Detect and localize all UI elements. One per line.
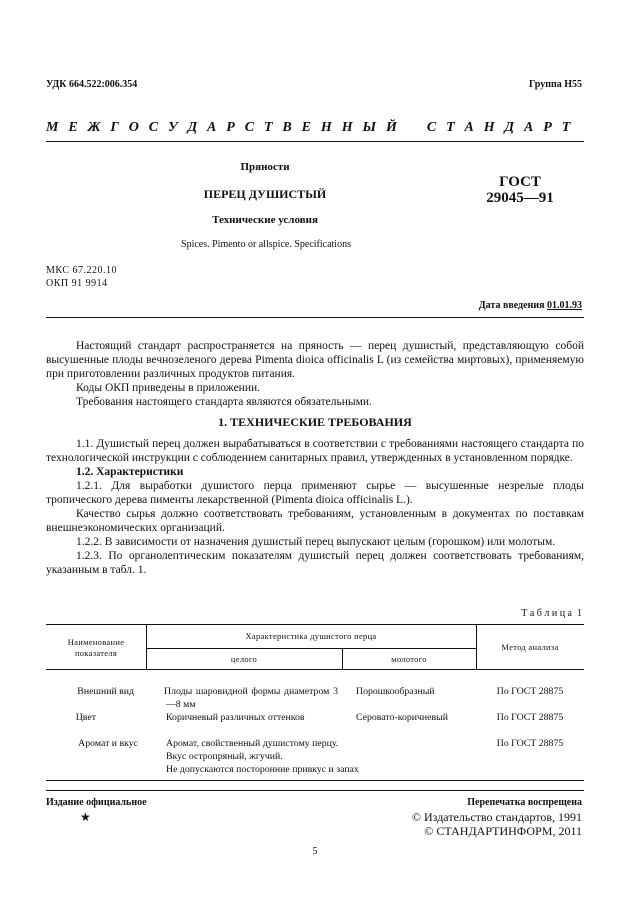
row-3-line-1: Аромат, свойственный душистому перцу. bbox=[166, 738, 339, 749]
row-3-method: По ГОСТ 28875 bbox=[496, 738, 564, 749]
section-body bbox=[46, 437, 584, 577]
page-number: 5 bbox=[312, 846, 318, 857]
clause-1-2-heading: 1.2. Характеристики bbox=[76, 466, 184, 478]
category: Пряности bbox=[240, 161, 290, 173]
intro-paragraph-1: Настоящий стандарт распространяется на пряность — перец душистый, представляющую собой высушенные плоды вечнозеленого дерева Pimenta dioica officinalis L (из семейства миртовых), применяемую при приготовлении различных продуктов питания. bbox=[46, 340, 584, 380]
table-caption: Т а б л и ц а 1 bbox=[521, 608, 582, 619]
gost-label: ГОСТ bbox=[499, 174, 541, 190]
section-heading: 1. ТЕХНИЧЕСКИЕ ТРЕБОВАНИЯ bbox=[218, 415, 412, 429]
table-header-rule bbox=[46, 669, 584, 670]
table-subheader-rule bbox=[146, 648, 476, 649]
date-label: Дата введения bbox=[478, 300, 545, 311]
group-code: Группа Н55 bbox=[529, 79, 582, 90]
header-ground: молотого bbox=[391, 654, 427, 664]
okp-code: ОКП 91 9914 bbox=[46, 278, 108, 289]
header-method: Метод анализа bbox=[501, 642, 559, 652]
copyright-2: © СТАНДАРТИНФОРМ, 2011 bbox=[424, 824, 582, 838]
row-1-whole: Плоды шаровидной формы диаметром 3—8 мм bbox=[164, 686, 338, 710]
clause-1-2-1: 1.2.1. Для выработки душистого перца применяют сырье — высушенные незрелые плоды тропического дерева пименты лекарственной (Pimenta dioica officinalis L.). bbox=[46, 480, 584, 506]
clause-1-2-3: 1.2.3. По органолептическим показателям душистый перец должен соответствовать требованиям, указанным в табл. 1. bbox=[46, 550, 584, 576]
header-whole: целого bbox=[230, 654, 258, 664]
row-3-name: Аромат и вкус bbox=[78, 738, 138, 749]
row-2-ground: Серовато-коричневый bbox=[356, 712, 448, 723]
intro-paragraph-2: Коды ОКП приведены в приложении. bbox=[76, 382, 261, 394]
intro bbox=[46, 339, 584, 409]
star-icon: ★ bbox=[80, 810, 91, 824]
document-subtitle: Технические условия bbox=[212, 214, 318, 226]
row-2-name: Цвет bbox=[75, 712, 96, 723]
row-3-line-3: Не допускаются посторонние привкус и запах bbox=[166, 764, 359, 775]
row-1-name: Внешний вид bbox=[77, 686, 134, 697]
row-1-method: По ГОСТ 28875 bbox=[496, 686, 564, 697]
title-divider bbox=[46, 317, 584, 318]
english-title: Spices. Pimento or allspice. Specifications bbox=[181, 239, 351, 250]
table-top-rule bbox=[46, 624, 584, 625]
udk-code: УДК 664.522:006.354 bbox=[46, 79, 138, 90]
gost-number: 29045—91 bbox=[486, 190, 554, 206]
clause-1-2-2: 1.2.2. В зависимости от назначения душистый перец выпускают целым (горошком) или молотым. bbox=[76, 536, 556, 548]
header-characteristic: Характеристика душистого перца bbox=[245, 631, 377, 641]
header-name: Наименование показателя bbox=[67, 637, 125, 658]
table-bottom-rule bbox=[46, 780, 584, 781]
clause-1-1: 1.1. Душистый перец должен вырабатываться в соответствии с требованиями настоящего стандарта по технологической инструкции с соблюдением санитарных правил, утвержденных в установленном порядке. bbox=[46, 438, 584, 464]
date-value: 01.01.93 bbox=[547, 300, 582, 311]
table-1 bbox=[46, 624, 584, 784]
banner-divider bbox=[46, 141, 584, 142]
reprint-notice: Перепечатка воспрещена bbox=[467, 797, 582, 808]
row-2-whole: Коричневый различных оттенков bbox=[166, 712, 305, 723]
row-2-method: По ГОСТ 28875 bbox=[496, 712, 564, 723]
document-title: ПЕРЕЦ ДУШИСТЫЙ bbox=[203, 187, 327, 201]
row-1-ground: Порошкообразный bbox=[356, 686, 435, 697]
mks-code: МКС 67.220.10 bbox=[46, 265, 117, 276]
standard-banner: М Е Ж Г О С У Д А Р С Т В Е Н Н Ы Й С Т А Н Д А Р Т bbox=[46, 120, 574, 135]
intro-paragraph-3: Требования настоящего стандарта являются обязательными. bbox=[76, 396, 372, 408]
row-3-line-2: Вкус остропряный, жгучий. bbox=[166, 751, 283, 762]
effective-date bbox=[479, 300, 582, 311]
clause-1-2-1-quality: Качество сырья должно соответствовать требованиям, установленным в документах по поставкам внешнеэкономических организаций. bbox=[46, 508, 584, 534]
footer-divider bbox=[46, 790, 584, 791]
copyright-1: © Издательство стандартов, 1991 bbox=[411, 810, 582, 824]
edition-label: Издание официальное bbox=[46, 797, 147, 808]
